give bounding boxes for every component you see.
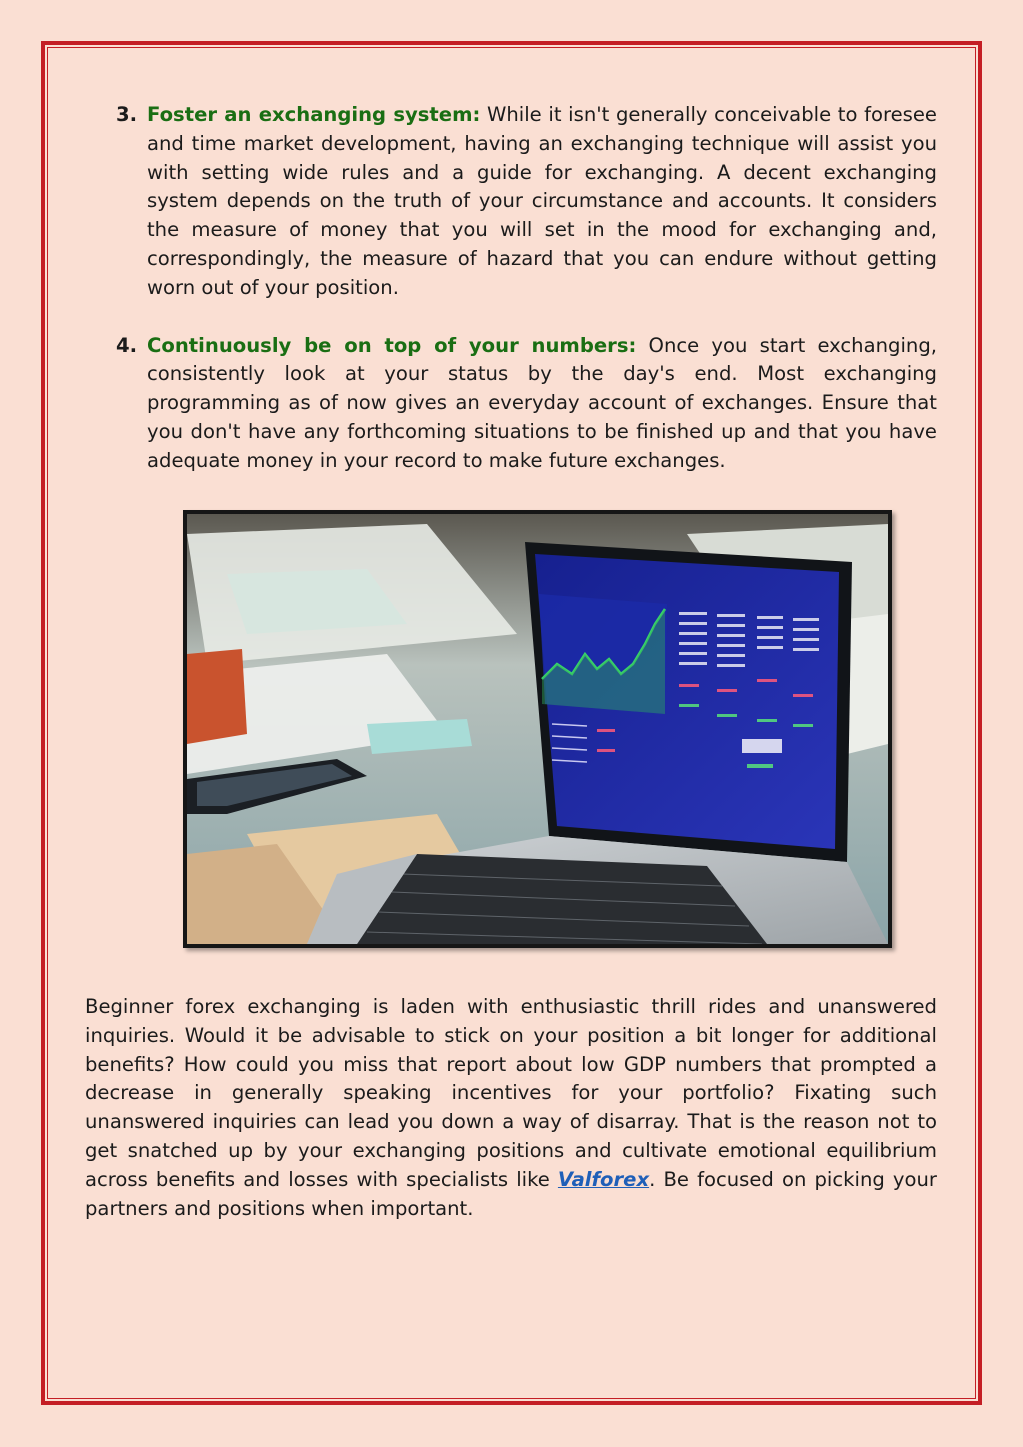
valforex-link[interactable]: Valforex bbox=[557, 1167, 650, 1191]
list-item-text: Once you start exchanging, consistently look at your status by the day's end. Most exchanging programming as of now gives an everyday account of exchanges. Ensure that you don't have any forthcoming situations to be finished up and that you have adequate money in your record to make future exchanges. bbox=[147, 333, 937, 472]
list-item-text: While it isn't generally conceivable to foresee and time market development, having an exchanging technique will assist you with setting wide rules and a guide for exchanging. A decent exchanging system depends on the truth of your circumstance and accounts. It considers the measure of money that you will set in the mood for exchanging and, correspondingly, the measure of hazard that you can endure without getting worn out of your position. bbox=[147, 103, 937, 299]
tips-list bbox=[116, 101, 937, 476]
laptop-trading-photo bbox=[183, 510, 892, 948]
list-number: 3. bbox=[116, 103, 138, 126]
laptop-trading-illustration bbox=[187, 514, 888, 944]
list-item-heading: Foster an exchanging system: bbox=[147, 103, 481, 126]
closing-paragraph bbox=[85, 993, 937, 1223]
paragraph-text: Beginner forex exchanging is laden with enthusiastic thrill rides and unanswered inquiries. Would it be advisable to stick on your position a bit longer for additional benefits? How could you miss that report about low GDP numbers that prompted a decrease in generally speaking incentives for your portfolio? Fixating such unanswered inquiries can lead you down a way of disarray. That is the reason not to get snatched up by your exchanging positions and cultivate emotional equilibrium across benefits and losses with specialists like bbox=[85, 995, 937, 1191]
list-item-heading: Continuously be on top of your numbers: bbox=[147, 333, 637, 357]
paragraph-text-end: . Be focused on picking your partners and positions when important. bbox=[85, 1167, 937, 1220]
list-item bbox=[116, 101, 937, 303]
list-item bbox=[116, 332, 937, 476]
list-number: 4. bbox=[116, 333, 138, 357]
